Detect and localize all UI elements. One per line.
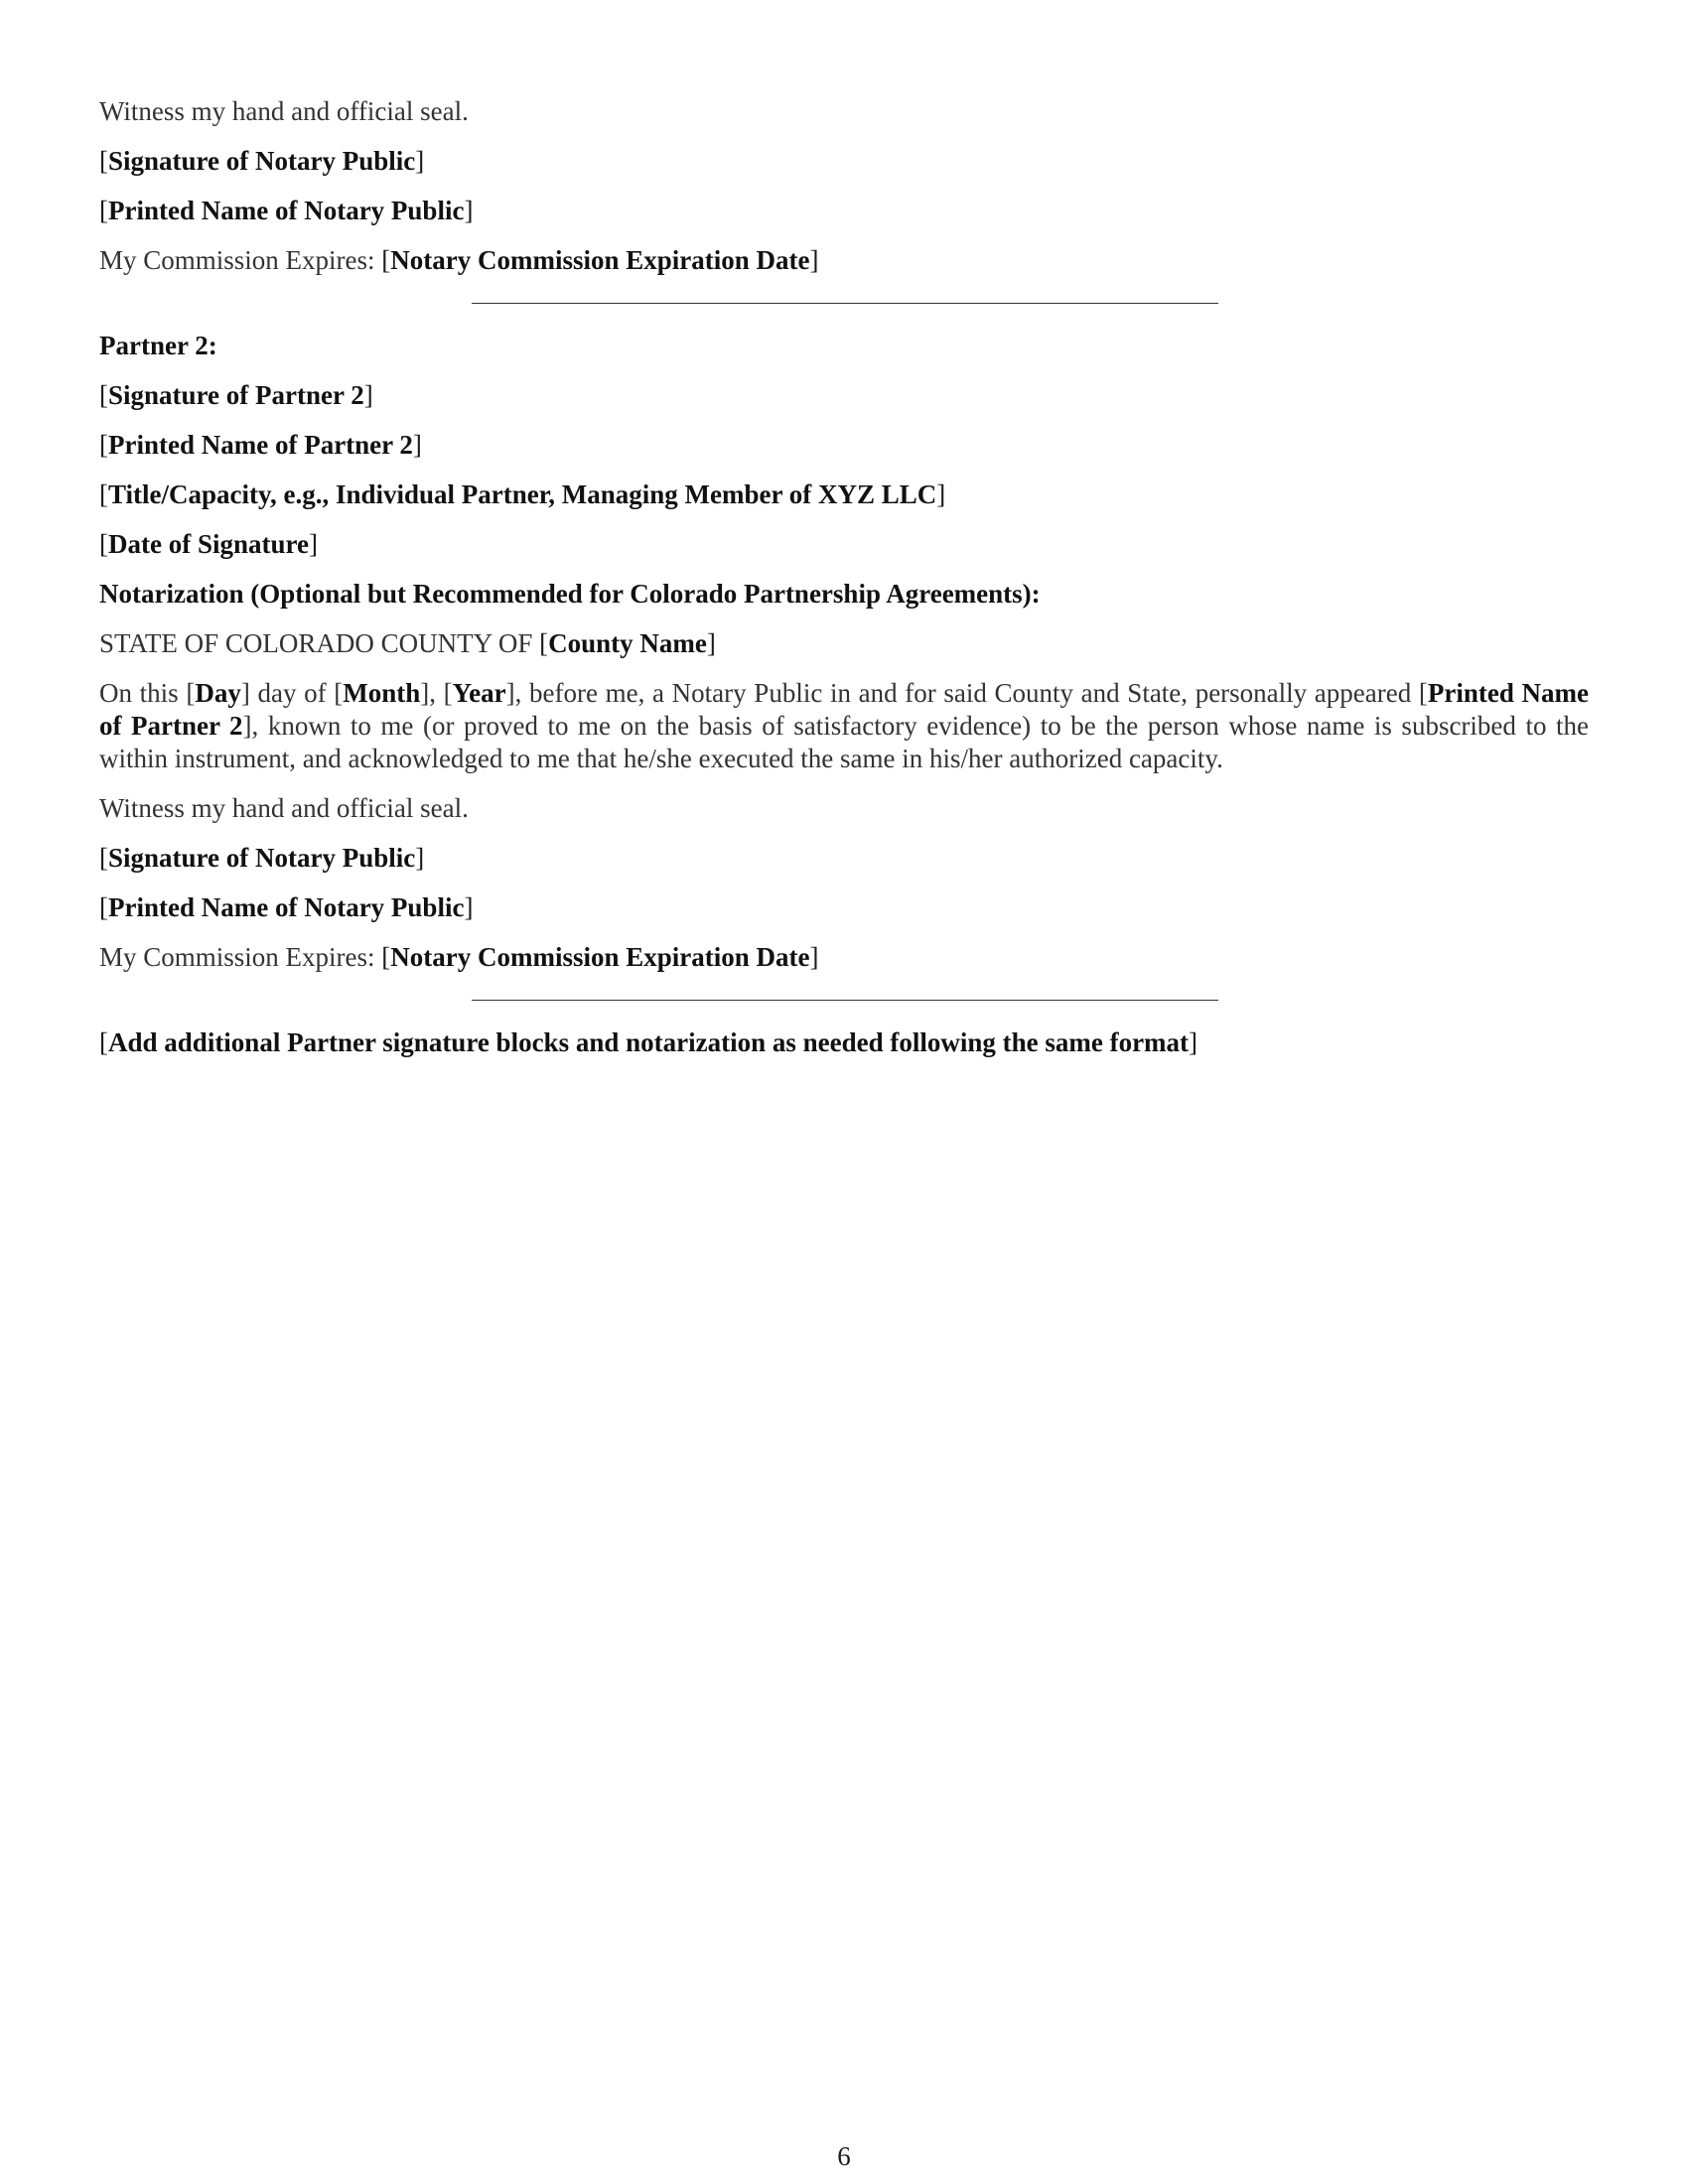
additional-partners-note: [Add additional Partner signature blocks and notarization as needed following the same format] xyxy=(99,1027,1198,1057)
notary-printed-name-placeholder: Printed Name of Notary Public xyxy=(108,196,465,225)
notary-printed-name-placeholder-2: Printed Name of Notary Public xyxy=(108,892,465,922)
county-name-placeholder: County Name xyxy=(548,628,707,658)
commission-expiry-line: My Commission Expires: [Notary Commission Expiration Date] xyxy=(99,245,819,275)
appeared-text: , before me, a Notary Public in and for said County and State, personally appeared xyxy=(514,678,1412,708)
partner2-heading xyxy=(99,330,1589,362)
commission-date-placeholder: Notary Commission Expiration Date xyxy=(390,245,810,275)
partner2-title-field: [Title/Capacity, e.g., Individual Partner, Managing Member of XYZ LLC] xyxy=(99,479,946,509)
partner2-title-placeholder: Title/Capacity, e.g., Individual Partner, Managing Member of XYZ LLC xyxy=(108,479,937,509)
partner2-signature-placeholder: Signature of Partner 2 xyxy=(108,380,364,410)
commission-expiry-line-2: My Commission Expires: [Notary Commission Expiration Date] xyxy=(99,942,819,972)
notary-printed-name-field: [Printed Name of Notary Public] xyxy=(99,196,474,225)
year-placeholder: Year xyxy=(452,678,506,708)
acknowledgment-paragraph: On this [Day] day of [Month], [Year], before me, a Notary Public in and for said County and State, personally appeared [Printed Name of Partner 2], known to me (or proved to me on the basis of satisfactory evidence) to be the person whose name is subscribed to the within instrument, and acknowledged to me that he/she executed the same in his/her authorized capacity. xyxy=(99,678,1590,773)
partner2-printed-name-field: [Printed Name of Partner 2] xyxy=(99,430,422,460)
partner2-date-placeholder: Date of Signature xyxy=(108,529,309,559)
witness-statement: Witness my hand and official seal. xyxy=(99,96,469,126)
partner-name-placeholder: Printed Name of Partner 2 xyxy=(99,678,1590,741)
day-of-text: day of xyxy=(257,678,327,708)
commission-label: My Commission Expires: xyxy=(99,245,375,275)
partner2-heading-text: Partner 2: xyxy=(99,331,217,360)
page-number: 6 xyxy=(837,2141,851,2171)
state-county-line: STATE OF COLORADO COUNTY OF [County Name] xyxy=(99,628,716,658)
day-placeholder: Day xyxy=(195,678,241,708)
partner2-signature-field: [Signature of Partner 2] xyxy=(99,380,373,410)
additional-partners-note-text: Add additional Partner signature blocks and notarization as needed following the same format xyxy=(108,1027,1190,1057)
notary-signature-placeholder-2: Signature of Notary Public xyxy=(108,843,416,873)
witness-statement-2: Witness my hand and official seal. xyxy=(99,793,469,823)
state-county-label: STATE OF COLORADO COUNTY OF xyxy=(99,628,533,658)
notary-signature-field: [Signature of Notary Public] xyxy=(99,146,425,176)
section-divider xyxy=(472,303,1218,304)
notary-printed-name-field-2: [Printed Name of Notary Public] xyxy=(99,892,474,922)
commission-label-2: My Commission Expires: xyxy=(99,942,375,972)
on-this-text: On this xyxy=(99,678,179,708)
notarization-heading-text: Notarization (Optional but Recommended for Colorado Partnership Agreements): xyxy=(99,579,1041,609)
notary-signature-placeholder: Signature of Notary Public xyxy=(108,146,416,176)
section-divider-2 xyxy=(472,1000,1218,1001)
document-page xyxy=(99,95,1589,1076)
partner2-date-field: [Date of Signature] xyxy=(99,529,318,559)
partner2-printed-name-placeholder: Printed Name of Partner 2 xyxy=(108,430,413,460)
commission-date-placeholder-2: Notary Commission Expiration Date xyxy=(390,942,810,972)
notary-signature-field-2: [Signature of Notary Public] xyxy=(99,843,425,873)
month-placeholder: Month xyxy=(343,678,421,708)
acknowledgment-text: , known to me (or proved to me on the basis of satisfactory evidence) to be the person whose name is subscribed to the within instrument, and acknowledged to me that he/she executed the same in his/her authorized capacity. xyxy=(99,711,1589,773)
notarization-heading xyxy=(99,578,1589,611)
